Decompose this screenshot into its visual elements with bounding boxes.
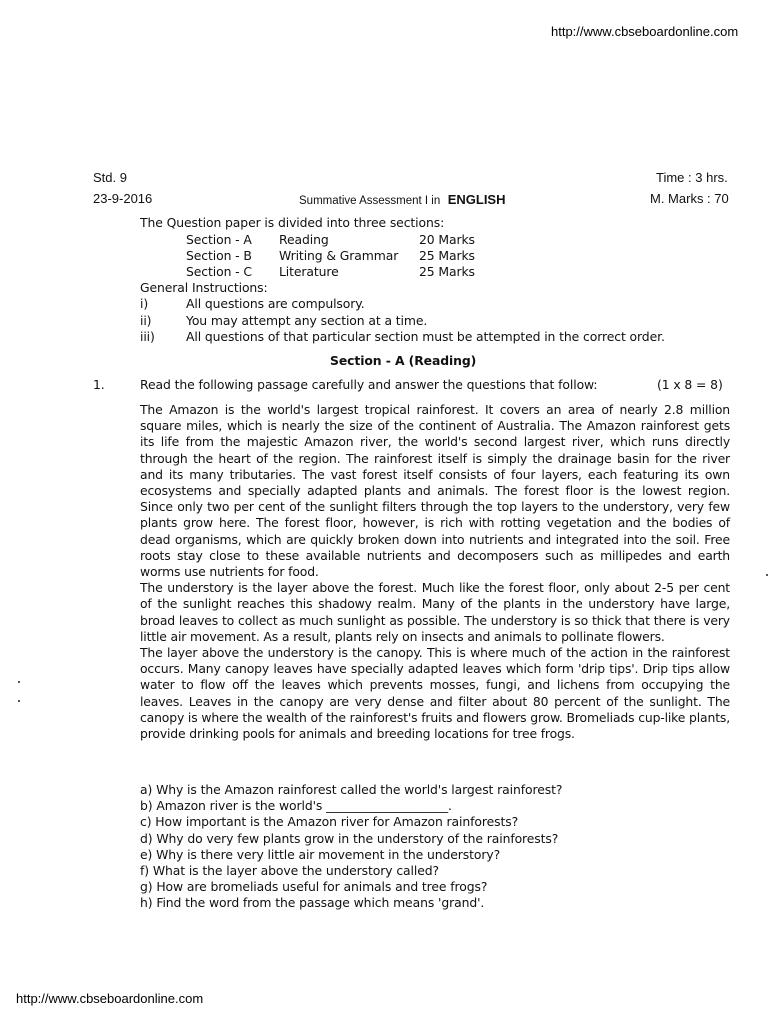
- question-item: c) How important is the Amazon river for Amazon rainforests?: [140, 814, 519, 830]
- section-c-marks: 25 Marks: [419, 264, 475, 279]
- instruction-text: You may attempt any section at a time.: [186, 313, 428, 328]
- question-item: h) Find the word from the passage which means 'grand'.: [140, 895, 485, 911]
- instruction-text: All questions of that particular section must be attempted in the correct order.: [186, 329, 665, 344]
- exam-title: [299, 191, 506, 209]
- time-label: Time : 3 hrs.: [656, 170, 728, 185]
- bottom-url: http://www.cbseboardonline.com: [16, 991, 204, 1006]
- question-item: e) Why is there very little air movement in the understory?: [140, 846, 501, 862]
- std-label: Std. 9: [93, 170, 127, 185]
- scan-speck: [766, 574, 768, 576]
- exam-prefix: Summative Assessment I in: [299, 195, 441, 207]
- marks-label: M. Marks : 70: [650, 191, 729, 206]
- instruction-num: i): [140, 296, 149, 311]
- general-instructions-heading: General Instructions:: [140, 280, 268, 295]
- question-item: a) Why is the Amazon rainforest called the world's largest rainforest?: [140, 782, 563, 797]
- section-b-name: Writing & Grammar: [279, 248, 399, 263]
- section-a-name: Reading: [279, 232, 329, 247]
- question-item: b) Amazon river is the world's ____________________.: [140, 798, 452, 814]
- date-label: 23-9-2016: [93, 191, 153, 206]
- instruction-text: All questions are compulsory.: [186, 296, 365, 311]
- question-item: f) What is the layer above the understory called?: [140, 863, 439, 879]
- section-b-marks: 25 Marks: [419, 248, 475, 263]
- question-item: g) How are bromeliads useful for animals and tree frogs?: [140, 879, 488, 895]
- passage-paragraph: The layer above the understory is the canopy. This is where much of the action in the rainforest occurs. Many canopy leaves have specially adapted leaves which form 'drip tips'. Drip tips allow water to flow off the leaves which prevents mosses, fungi, and lichens from occupying the leaves. Leaves in the canopy are very dense and filter about 80 percent of the sunlight. The canopy is where the wealth of the rainforest's fruits and flowers grow. Bromeliads cup-like plants, provide drinking pools for animals and breeding locations for tree frogs.: [140, 645, 730, 742]
- section-c-label: Section - C: [186, 264, 252, 279]
- instruction-num: iii): [140, 329, 155, 344]
- question-list: [140, 782, 562, 912]
- divided-text: The Question paper is divided into three sections:: [140, 215, 445, 230]
- scan-speck: [18, 700, 20, 702]
- section-b-label: Section - B: [186, 248, 252, 263]
- passage-paragraph: The understory is the layer above the forest. Much like the forest floor, only about 2-5 per cent of the sunlight reaches this shadowy realm. Many of the plants in the understory have large, broad leaves to collect as much sunlight as possible. The understory is so thick that there is very little air movement. As a result, plants rely on insects and animals to pollinate flowers.: [140, 580, 730, 644]
- instruction-num: ii): [140, 313, 152, 328]
- question-instruction: Read the following passage carefully and answer the questions that follow:: [140, 377, 598, 392]
- question-item: d) Why do very few plants grow in the understory of the rainforests?: [140, 830, 559, 846]
- question-number: 1.: [93, 377, 105, 392]
- top-url: http://www.cbseboardonline.com: [551, 24, 739, 39]
- question-marks: (1 x 8 = 8): [657, 377, 723, 392]
- subject-label: ENGLISH: [447, 192, 506, 207]
- reading-passage: [140, 402, 730, 742]
- section-a-label: Section - A: [186, 232, 252, 247]
- section-c-name: Literature: [279, 264, 339, 279]
- section-heading: Section - A (Reading): [330, 353, 477, 368]
- section-a-marks: 20 Marks: [419, 232, 475, 247]
- passage-paragraph: The Amazon is the world's largest tropical rainforest. It covers an area of nearly 2.8 million square miles, which is nearly the size of the continent of Australia. The Amazon rainforest gets its life from the majestic Amazon river, the world's second largest river, which runs directly through the heart of the region. The rainforest itself is simply the drainage basin for the river and its many tributaries. The vast forest itself consists of four layers, each featuring its own ecosystems and specially adapted plants and animals. The forest floor is the lowest region. Since only two per cent of the sunlight filters through the top layers to the understory, very few plants grow here. The forest floor, however, is rich with rotting vegetation and the bodies of dead organisms, which are quickly broken down into nutrients and integrated into the soil. Free roots stay close to these available nutrients and decomposers such as millipedes and earth worms use nutrients for food.: [140, 402, 730, 580]
- scan-speck: [18, 681, 20, 683]
